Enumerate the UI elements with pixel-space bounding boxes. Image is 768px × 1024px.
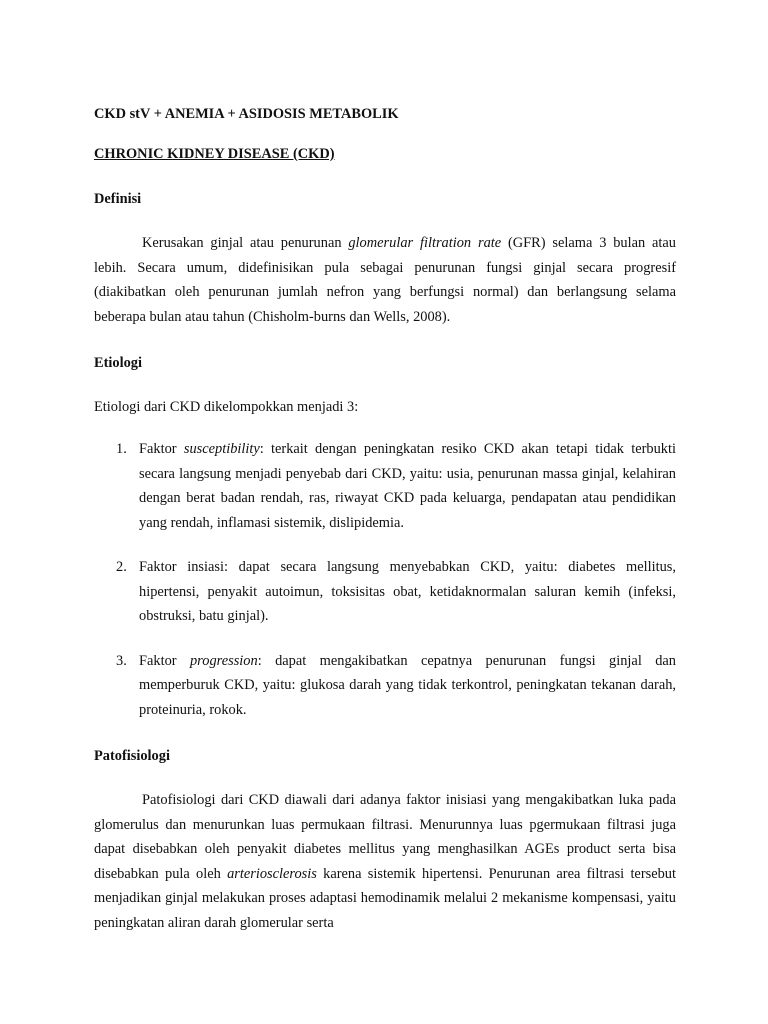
definisi-paragraph [94,231,676,329]
definisi-text-italic: glomerular filtration rate [348,235,502,251]
document-content [94,104,676,935]
list-item [94,437,676,535]
definisi-text-1: Kerusakan ginjal atau penurunan [142,235,349,251]
definisi-text-2: (GFR) selama 3 bulan atau lebih. Secara umum, didefinisikan pula sebagai penurunan fungsi ginjal secara progresif (diakibatkan oleh penurunan jumlah nefron yang berfungsi normal) dan berlangsung selama beberapa bulan atau tahun (Chisholm-burns dan Wells, 2008). [94,235,677,325]
list-item-italic: susceptibility [183,441,260,457]
list-item-text: Faktor [139,441,184,457]
document-subtitle: CHRONIC KIDNEY DISEASE (CKD) [94,146,335,162]
list-item-text-rest: : dapat mengakibatkan cepatnya penurunan fungsi ginjal dan memperburuk CKD, yaitu: glukosa darah yang tidak terkontrol, peningkatan tekanan darah, proteinuria, rokok. [139,652,677,718]
list-item [94,649,676,723]
section-heading-patofisiologi: Patofisiologi [94,748,170,764]
document-title: CKD stV + ANEMIA + ASIDOSIS METABOLIK [94,106,399,122]
list-item-number: 1. [116,441,127,457]
patofisiologi-text-italic: arteriosclerosis [227,865,317,882]
etiologi-list [94,437,676,722]
list-item-number: 3. [116,652,127,669]
list-item-number: 2. [116,559,127,575]
section-heading-etiologi: Etiologi [94,355,142,371]
section-heading-definisi: Definisi [94,191,142,207]
etiologi-intro: Etiologi dari CKD dikelompokkan menjadi 3: [94,399,359,415]
patofisiologi-text-2: karena sistemik hipertensi. Penurunan area filtrasi tersebut menjadikan ginjal melakukan proses adaptasi hemodinamik melalui 2 mekanisme kompensasi, yaitu peningkatan aliran darah glomerular serta [94,865,676,931]
list-item-text: Faktor insiasi: dapat secara langsung menyebabkan CKD, yaitu: diabetes mellitus, hipertensi, penyakit autoimun, toksisitas obat, ketidaknormalan saluran kemih (infeksi, obstruksi, batu ginjal). [139,559,676,624]
list-item-text: Faktor [139,652,190,669]
patofisiologi-paragraph [94,788,676,935]
list-item-italic: progression [189,652,258,669]
list-item [94,555,676,629]
list-item-text-rest: : terkait dengan peningkatan resiko CKD akan tetapi tidak terbukti secara langsung menjadi penyebab dari CKD, yaitu: usia, penurunan massa ginjal, kelahiran dengan berat badan rendah, ras, riwayat CKD pada keluarga, pendapatan atau pendidikan yang rendah, inflamasi sistemik, dislipidemia. [139,441,676,531]
patofisiologi-text-1: Patofisiologi dari CKD diawali dari adanya faktor inisiasi yang mengakibatkan luka pada glomerulus dan menurunkan luas permukaan filtrasi. Menurunnya luas pgermukaan filtrasi juga dapat disebabkan oleh penyakit diabetes mellitus yang menghasilkan AGEs product serta bisa disebabkan pula oleh [94,792,676,882]
